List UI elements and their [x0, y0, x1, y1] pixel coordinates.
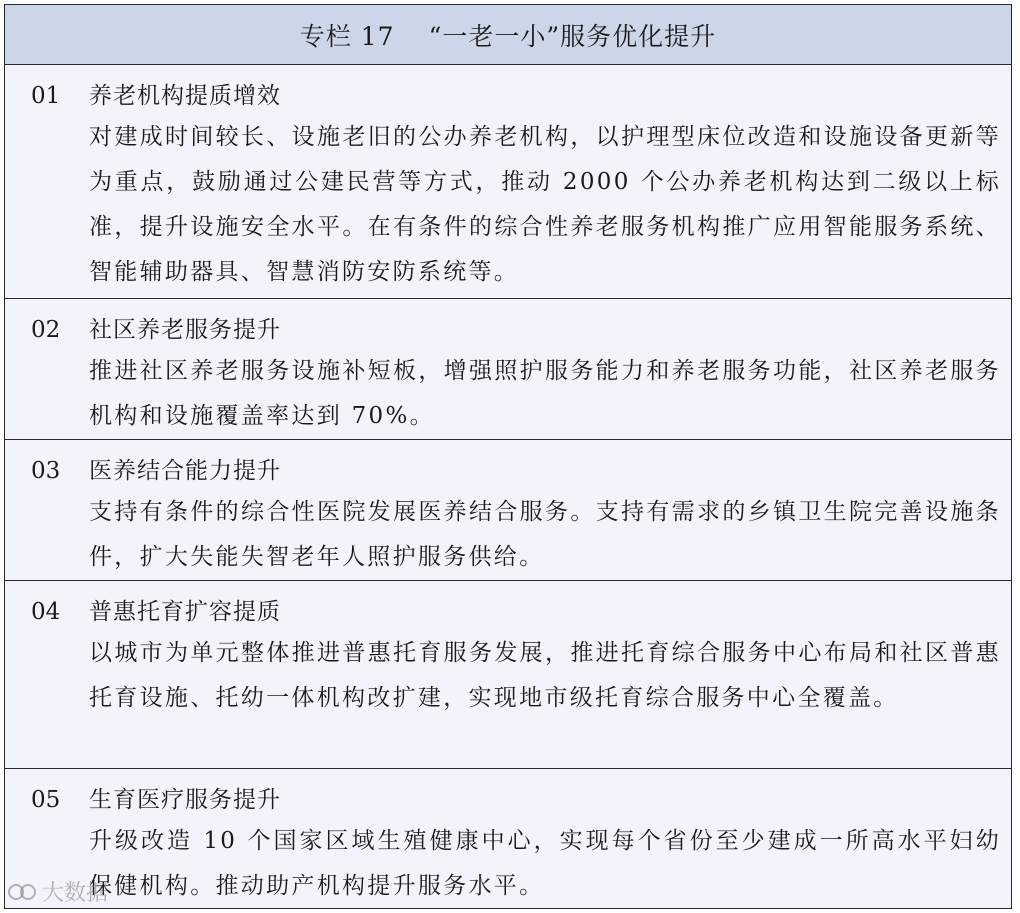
section-body: 升级改造 10 个国家区域生殖健康中心，实现每个省份至少建成一所高水平妇幼保健机构。推动助产机构提升服务水平。: [89, 828, 1001, 899]
document-panel: [4, 4, 1012, 909]
section-number: 01: [31, 83, 61, 109]
section-02: [5, 299, 1011, 440]
watermark-text: 大数据: [42, 881, 109, 906]
panel-title: “一老一小”服务优化提升: [428, 21, 717, 51]
section-title: 生育医疗服务提升: [89, 787, 281, 813]
section-number: 02: [31, 317, 61, 343]
section-05: [5, 769, 1011, 908]
section-title: 养老机构提质增效: [89, 83, 281, 109]
section-body: 推进社区养老服务设施补短板，增强照护服务能力和养老服务功能，社区养老服务机构和设施覆盖率达到 70%。: [89, 358, 1001, 429]
section-title: 医养结合能力提升: [89, 458, 281, 484]
section-title: 普惠托育扩容提质: [89, 599, 281, 625]
section-body: 以城市为单元整体推进普惠托育服务发展，推进托育综合服务中心布局和社区普惠托育设施、托幼一体机构改扩建，实现地市级托育综合服务中心全覆盖。: [89, 640, 1001, 711]
column-number: 专栏 17: [299, 21, 395, 51]
panel-header: [5, 5, 1011, 65]
section-number: 05: [31, 787, 61, 813]
section-body: 对建成时间较长、设施老旧的公办养老机构，以护理型床位改造和设施设备更新等为重点，鼓励通过公建民营等方式，推动 2000 个公办养老机构达到二级以上标准，提升设施安全水平。在有条件的综合性养老服务机构推广应用智能服务系统、智能辅助器具、智慧消防安防系统等。: [89, 124, 1001, 285]
section-01: [5, 65, 1011, 299]
section-number: 04: [31, 599, 61, 625]
section-number: 03: [31, 458, 61, 484]
section-04: [5, 581, 1011, 769]
section-title: 社区养老服务提升: [89, 317, 281, 343]
section-body: 支持有条件的综合性医院发展医养结合服务。支持有需求的乡镇卫生院完善设施条件，扩大失能失智老年人照护服务供给。: [89, 499, 1001, 570]
section-03: [5, 440, 1011, 581]
